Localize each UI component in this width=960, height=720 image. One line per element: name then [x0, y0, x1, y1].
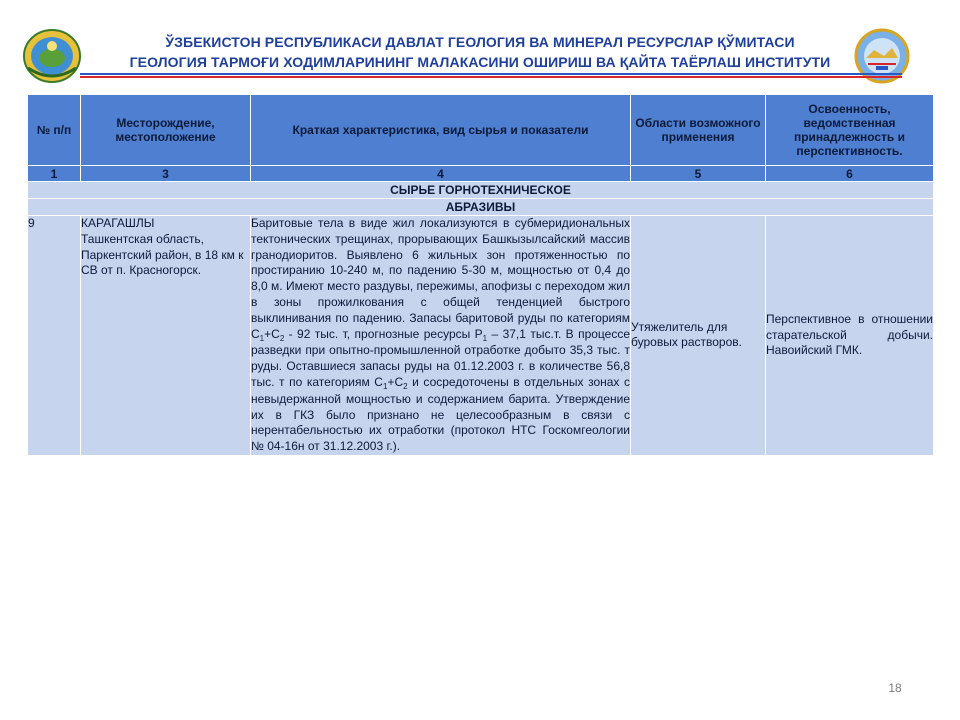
subscript: 1: [382, 381, 388, 391]
column-number: 1: [28, 166, 81, 182]
description-text: – 37,1 тыс.т. В процессе разведки при опытно-промышленной отработке добыто 35,3 тыс. т руды. Оставшиеся запасы руды на 01.12.2003 г. в количестве 56,8 тыс. т по категориям С: [251, 326, 630, 389]
header-cell-number: № п/п: [28, 95, 81, 166]
header-title-line1: ЎЗБЕКИСТОН РЕСПУБЛИКАСИ ДАВЛАТ ГЕОЛОГИЯ ВА МИНЕРАЛ РЕСУРСЛАР ҚЎМИТАСИ: [165, 34, 795, 50]
column-number: 6: [766, 166, 934, 182]
description-text: +С: [387, 374, 404, 389]
subscript: 1: [482, 333, 488, 343]
section-row: [28, 182, 934, 199]
header-divider-red: [80, 76, 902, 78]
section-title: СЫРЬЕ ГОРНОТЕХНИЧЕСКОЕ: [28, 182, 934, 199]
application-cell: Утяжелитель для буровых растворов.: [631, 216, 766, 456]
header-divider-blue: [80, 73, 902, 75]
description-cell: [251, 216, 631, 456]
subscript: 2: [279, 333, 285, 343]
column-number-row: [28, 166, 934, 182]
subscript: 1: [259, 333, 265, 343]
subsection-title: АБРАЗИВЫ: [28, 199, 934, 216]
deposit-cell: [81, 216, 251, 456]
table-row: [28, 216, 934, 456]
description-text: +С: [264, 326, 280, 341]
deposit-location: Ташкентская область, Паркентский район, в 18 км к СВ от п. Красногорск.: [81, 231, 244, 278]
description-text: Баритовые тела в виде жил локализуются в субмеридиональных тектонических трещинах, прорывающих Башкызылсайский массив гранодиоритов. Выявлено 6 жильных зон протяженностью по простиранию 10-240 м, по падению 5-30 м, мощностью от 0,4 до 8,0 м. Имеют место раздувы, пережимы, апофизы с переходом жил в зоны прожилкования с общей тенденцией быстрого выклинивания по падению. Запасы баритовой руды по категориям С: [251, 216, 630, 341]
perspective-cell: Перспективное в отношении старательской добычи. Навоийский ГМК.: [766, 216, 934, 456]
header-cell-deposit: Месторождение, местоположение: [81, 95, 251, 166]
description-text: и сосредоточены в отдельных зонах с невыдержанной мощностью и содержанием барита. Утверждение их в ГКЗ было признано не целесообразным в связи с нерентабельностью их отработки (протокол НТС Госкомгеологии № 04-16н от 31.12.2003 г.).: [251, 374, 631, 454]
header-cell-application: Области возможного применения: [631, 95, 766, 166]
column-number: 5: [631, 166, 766, 182]
row-number: 9: [28, 216, 81, 456]
column-number: 4: [251, 166, 631, 182]
header-cell-description: Краткая характеристика, вид сырья и показатели: [251, 95, 631, 166]
description-text: - 92 тыс. т, прогнозные ресурсы Р: [284, 326, 483, 341]
table-header-row: [28, 95, 934, 166]
subscript: 2: [403, 381, 408, 391]
header-title-line2: ГЕОЛОГИЯ ТАРМОҒИ ХОДИМЛАРИНИНГ МАЛАКАСИНИ ОШИРИШ ВА ҚАЙТА ТАЁРЛАШ ИНСТИТУТИ: [129, 54, 831, 70]
deposit-name: КАРАГАШЛЫ: [81, 216, 155, 230]
deposit-table: [27, 94, 934, 456]
column-number: 3: [81, 166, 251, 182]
header-cell-perspective: Освоенность, ведомственная принадлежность и перспективность.: [766, 95, 934, 166]
subsection-row: [28, 199, 934, 216]
page-number: 18: [888, 681, 902, 695]
